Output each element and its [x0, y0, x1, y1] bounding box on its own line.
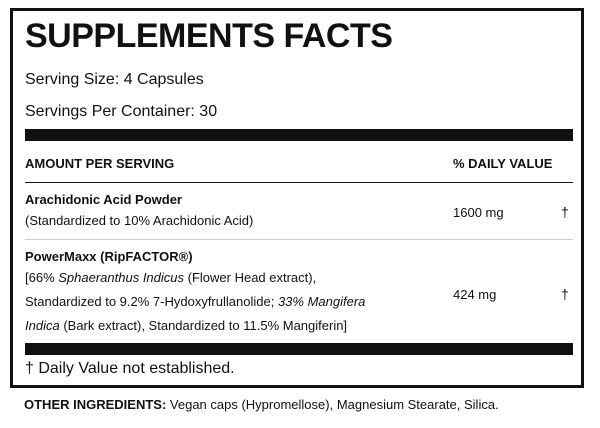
table-header-rule — [25, 182, 573, 183]
supplement-facts-panel — [10, 8, 584, 388]
desc-italic: Indica — [25, 318, 60, 333]
ingredient-amount: 1600 mg — [453, 205, 504, 220]
daily-value-footnote: † Daily Value not established. — [25, 360, 235, 377]
desc-text: Standardized to 9.2% 7-Hydoxyfrullanolide; — [25, 294, 278, 309]
ingredient-description-line-3 — [25, 315, 347, 337]
daily-value-header: % DAILY VALUE — [453, 156, 553, 171]
ingredient-description: (Standardized to 10% Arachidonic Acid) — [25, 213, 254, 228]
servings-per-container: Servings Per Container: 30 — [25, 103, 218, 120]
row-divider — [25, 239, 573, 240]
other-ingredients-text: Vegan caps (Hypromellose), Magnesium Stearate, Silica. — [166, 397, 499, 412]
ingredient-name: Arachidonic Acid Powder — [25, 192, 182, 207]
other-ingredients-label: OTHER INGREDIENTS: — [24, 397, 167, 412]
panel-title: SUPPLEMENTS FACTS — [25, 17, 393, 55]
daily-value-dagger: † — [561, 286, 569, 302]
daily-value-dagger: † — [561, 204, 569, 220]
ingredient-name: PowerMaxx (RipFACTOR®) — [25, 249, 193, 264]
ingredient-description-line-1 — [25, 267, 316, 289]
desc-italic: 33% Mangifera — [277, 294, 366, 309]
amount-per-serving-header: AMOUNT PER SERVING — [25, 156, 175, 171]
desc-text: (Flower Head extract), — [184, 270, 317, 285]
footer-divider-bar — [25, 343, 573, 355]
desc-italic: Sphaeranthus Indicus — [58, 270, 185, 285]
header-divider-bar — [25, 129, 573, 141]
desc-text: (Bark extract), Standardized to 11.5% Mangiferin] — [59, 318, 348, 333]
ingredient-amount: 424 mg — [453, 287, 497, 302]
desc-text: [66% — [25, 270, 59, 285]
ingredient-description-line-2 — [25, 291, 365, 313]
other-ingredients — [24, 397, 499, 412]
serving-size: Serving Size: 4 Capsules — [25, 71, 204, 88]
